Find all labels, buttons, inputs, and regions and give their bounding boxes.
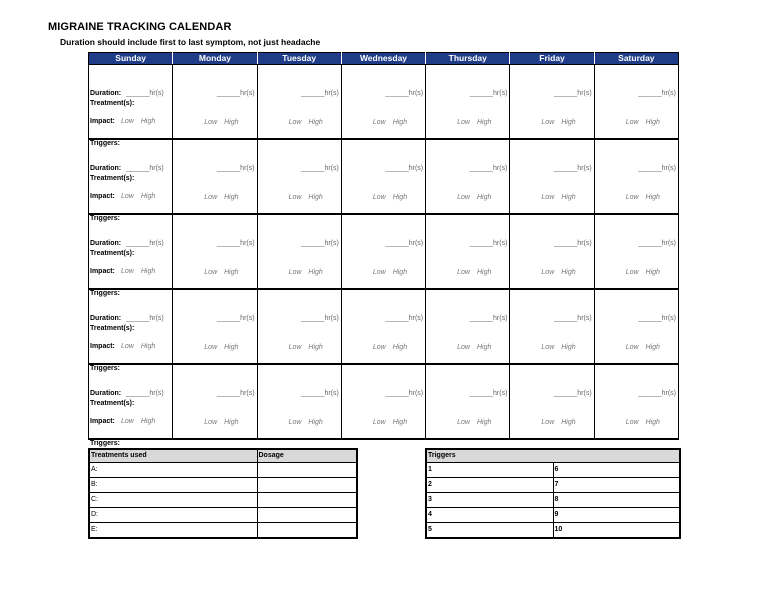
day-cell[interactable] xyxy=(510,289,594,364)
impact-scale[interactable] xyxy=(204,419,238,426)
duration-hours-field[interactable]: ______hr(s) xyxy=(469,165,508,172)
trigger-cell[interactable]: 9 xyxy=(553,508,680,523)
treatment-label: Treatment(s): xyxy=(90,325,135,332)
duration-hours-field[interactable]: ______hr(s) xyxy=(553,90,592,97)
duration-hours-field[interactable]: ______hr(s) xyxy=(469,315,508,322)
duration-hours-field[interactable]: ______hr(s) xyxy=(469,240,508,247)
treatments-header-row xyxy=(89,449,357,463)
impact-high-text: High xyxy=(392,194,408,201)
impact-high-text: High xyxy=(561,419,576,426)
duration-hours-field[interactable]: ______hr(s) xyxy=(301,390,339,397)
duration-hours-field[interactable]: ______hr(s) xyxy=(553,165,592,172)
duration-hours-field[interactable]: ______hr(s) xyxy=(385,315,424,322)
impact-low-text: Low xyxy=(625,344,639,351)
day-cell[interactable] xyxy=(341,139,425,214)
duration-label: Duration: xyxy=(90,240,122,247)
duration-hours-field[interactable]: ______hr(s) xyxy=(126,315,164,322)
day-cell[interactable] xyxy=(89,65,173,147)
impact-high-text: High xyxy=(561,344,576,351)
duration-label: Duration: xyxy=(90,165,122,172)
duration-label: Duration: xyxy=(90,315,122,322)
dosage-cell[interactable] xyxy=(257,478,357,493)
impact-label: Impact: xyxy=(90,343,115,350)
calendar-grid xyxy=(88,52,679,447)
impact-low-text: Low xyxy=(541,344,555,351)
duration-hours-field[interactable]: ______hr(s) xyxy=(126,165,164,172)
impact-low-text: Low xyxy=(288,344,302,351)
page-title: MIGRAINE TRACKING CALENDAR xyxy=(48,21,232,33)
impact-scale[interactable] xyxy=(373,194,407,201)
day-header-tuesday: Tuesday xyxy=(257,53,341,65)
impact-high-text: High xyxy=(140,193,156,200)
day-cell[interactable] xyxy=(89,364,173,447)
impact-low-text: Low xyxy=(457,194,470,201)
impact-high-text: High xyxy=(476,269,492,276)
trigger-cell[interactable]: 7 xyxy=(553,478,680,493)
impact-high-text: High xyxy=(308,119,323,126)
day-cell[interactable] xyxy=(173,364,257,439)
trigger-row xyxy=(426,523,680,539)
day-cell[interactable] xyxy=(341,289,425,364)
impact-scale[interactable] xyxy=(121,193,155,200)
impact-scale[interactable] xyxy=(457,194,491,201)
day-cell[interactable] xyxy=(257,364,341,439)
impact-scale[interactable] xyxy=(457,269,491,276)
day-cell[interactable] xyxy=(89,214,173,297)
impact-low-text: Low xyxy=(204,194,218,201)
day-cell[interactable] xyxy=(426,364,510,439)
duration-hours-field[interactable]: ______hr(s) xyxy=(301,90,339,97)
impact-scale[interactable] xyxy=(457,419,491,426)
impact-high-text: High xyxy=(561,194,576,201)
day-cell[interactable] xyxy=(510,139,594,214)
impact-scale[interactable] xyxy=(121,418,155,425)
dosage-cell[interactable] xyxy=(257,523,357,539)
impact-scale[interactable] xyxy=(373,119,407,126)
treatment-row xyxy=(89,523,357,539)
impact-low-text: Low xyxy=(457,419,470,426)
impact-low-text: Low xyxy=(625,419,639,426)
day-cell[interactable] xyxy=(594,65,678,140)
impact-scale[interactable] xyxy=(289,119,323,126)
duration-hours-field[interactable]: ______hr(s) xyxy=(216,165,255,172)
duration-label: Duration: xyxy=(90,390,122,397)
impact-high-text: High xyxy=(308,419,323,426)
impact-low-text: Low xyxy=(121,268,134,275)
day-cell[interactable] xyxy=(426,139,510,214)
impact-low-text: Low xyxy=(372,344,386,351)
treatment-row xyxy=(89,493,357,508)
impact-scale[interactable] xyxy=(121,118,155,125)
duration-hours-field[interactable]: ______hr(s) xyxy=(216,90,255,97)
impact-scale[interactable] xyxy=(541,194,575,201)
impact-scale[interactable] xyxy=(289,269,323,276)
calendar-week-row xyxy=(89,214,679,289)
impact-high-text: High xyxy=(476,419,492,426)
calendar-week-row xyxy=(89,139,679,214)
impact-low-text: Low xyxy=(625,119,639,126)
impact-scale[interactable] xyxy=(289,419,323,426)
duration-hours-field[interactable]: ______hr(s) xyxy=(301,315,339,322)
impact-scale[interactable] xyxy=(204,119,238,126)
duration-hours-field[interactable]: ______hr(s) xyxy=(638,90,676,97)
day-cell[interactable] xyxy=(173,289,257,364)
triggers-label: Triggers: xyxy=(90,365,120,372)
impact-high-text: High xyxy=(476,194,492,201)
impact-low-text: Low xyxy=(288,119,302,126)
impact-scale[interactable] xyxy=(373,344,407,351)
impact-scale[interactable] xyxy=(373,419,407,426)
day-header-friday: Friday xyxy=(510,53,594,65)
dosage-header: Dosage xyxy=(257,449,357,463)
treatment-label[interactable]: A: xyxy=(89,463,257,478)
treatments-used-header: Treatments used xyxy=(89,449,257,463)
day-cell[interactable] xyxy=(257,289,341,364)
day-cell[interactable] xyxy=(510,65,594,140)
impact-high-text: High xyxy=(645,194,660,201)
impact-label: Impact: xyxy=(90,268,115,275)
impact-low-text: Low xyxy=(372,419,386,426)
impact-high-text: High xyxy=(224,269,239,276)
impact-high-text: High xyxy=(224,419,239,426)
duration-hours-field[interactable]: ______hr(s) xyxy=(638,315,676,322)
calendar-week-row xyxy=(89,65,679,140)
day-cell[interactable] xyxy=(257,65,341,140)
impact-high-text: High xyxy=(645,419,660,426)
duration-hours-field[interactable]: ______hr(s) xyxy=(301,165,339,172)
day-header-sunday: Sunday xyxy=(89,53,173,65)
duration-hours-field[interactable]: ______hr(s) xyxy=(385,165,424,172)
trigger-row xyxy=(426,478,680,493)
triggers-table xyxy=(425,448,681,539)
day-cell[interactable] xyxy=(594,139,678,214)
impact-low-text: Low xyxy=(372,119,386,126)
triggers-header: Triggers xyxy=(426,449,680,463)
impact-low-text: Low xyxy=(541,269,555,276)
impact-low-text: Low xyxy=(288,194,302,201)
treatment-label[interactable]: E: xyxy=(89,523,257,539)
duration-hours-field[interactable]: ______hr(s) xyxy=(385,240,424,247)
day-cell[interactable] xyxy=(426,214,510,289)
impact-scale[interactable] xyxy=(121,268,155,275)
impact-scale[interactable] xyxy=(457,119,491,126)
impact-label: Impact: xyxy=(90,193,115,200)
dosage-cell[interactable] xyxy=(257,508,357,523)
trigger-cell[interactable]: 1 xyxy=(426,463,553,478)
impact-label: Impact: xyxy=(90,418,115,425)
trigger-row xyxy=(426,508,680,523)
impact-high-text: High xyxy=(140,418,156,425)
triggers-label: Triggers: xyxy=(90,215,120,222)
trigger-cell[interactable]: 2 xyxy=(426,478,553,493)
impact-low-text: Low xyxy=(625,269,639,276)
impact-scale[interactable] xyxy=(373,269,407,276)
impact-high-text: High xyxy=(224,344,239,351)
impact-low-text: Low xyxy=(457,269,470,276)
day-header-monday: Monday xyxy=(173,53,257,65)
impact-low-text: Low xyxy=(372,269,386,276)
day-cell[interactable] xyxy=(510,364,594,439)
impact-low-text: Low xyxy=(288,269,302,276)
trigger-row xyxy=(426,463,680,478)
impact-scale[interactable] xyxy=(204,344,238,351)
duration-hours-field[interactable]: ______hr(s) xyxy=(638,165,676,172)
impact-high-text: High xyxy=(561,269,576,276)
impact-high-text: High xyxy=(392,344,408,351)
treatment-label[interactable]: D: xyxy=(89,508,257,523)
impact-scale[interactable] xyxy=(204,194,238,201)
impact-low-text: Low xyxy=(372,194,386,201)
trigger-cell[interactable]: 4 xyxy=(426,508,553,523)
duration-hours-field[interactable]: ______hr(s) xyxy=(126,240,164,247)
trigger-cell[interactable]: 8 xyxy=(553,493,680,508)
trigger-row xyxy=(426,493,680,508)
triggers-label: Triggers: xyxy=(90,290,120,297)
treatment-label: Treatment(s): xyxy=(90,400,135,407)
day-cell[interactable] xyxy=(173,214,257,289)
day-cell[interactable] xyxy=(257,214,341,289)
treatment-label: Treatment(s): xyxy=(90,100,135,107)
impact-low-text: Low xyxy=(121,343,134,350)
impact-scale[interactable] xyxy=(457,344,491,351)
calendar-header-row xyxy=(89,53,679,65)
day-cell[interactable] xyxy=(594,289,678,364)
impact-scale[interactable] xyxy=(626,119,660,126)
day-cell[interactable] xyxy=(89,289,173,372)
triggers-label: Triggers: xyxy=(90,440,120,447)
dosage-cell[interactable] xyxy=(257,493,357,508)
impact-low-text: Low xyxy=(625,194,639,201)
impact-high-text: High xyxy=(561,119,576,126)
treatment-label[interactable]: B: xyxy=(89,478,257,493)
impact-low-text: Low xyxy=(204,419,218,426)
trigger-cell[interactable]: 6 xyxy=(553,463,680,478)
impact-high-text: High xyxy=(140,268,156,275)
impact-low-text: Low xyxy=(457,344,470,351)
duration-hours-field[interactable]: ______hr(s) xyxy=(216,240,255,247)
impact-low-text: Low xyxy=(541,194,555,201)
impact-scale[interactable] xyxy=(289,344,323,351)
calendar-week-row xyxy=(89,364,679,439)
impact-high-text: High xyxy=(308,269,323,276)
duration-hours-field[interactable]: ______hr(s) xyxy=(553,390,592,397)
duration-hours-field[interactable]: ______hr(s) xyxy=(385,90,424,97)
duration-hours-field[interactable]: ______hr(s) xyxy=(638,390,676,397)
impact-scale[interactable] xyxy=(541,119,575,126)
impact-scale[interactable] xyxy=(626,194,660,201)
impact-scale[interactable] xyxy=(541,419,575,426)
impact-high-text: High xyxy=(308,344,323,351)
day-cell[interactable] xyxy=(89,139,173,222)
impact-scale[interactable] xyxy=(289,194,323,201)
day-cell[interactable] xyxy=(257,139,341,214)
calendar-week-row xyxy=(89,289,679,364)
triggers-label: Triggers: xyxy=(90,140,120,147)
impact-low-text: Low xyxy=(457,119,470,126)
duration-hours-field[interactable]: ______hr(s) xyxy=(385,390,424,397)
impact-low-text: Low xyxy=(204,344,218,351)
treatment-row xyxy=(89,463,357,478)
triggers-header-row xyxy=(426,449,680,463)
impact-scale[interactable] xyxy=(626,269,660,276)
impact-high-text: High xyxy=(392,269,408,276)
impact-scale[interactable] xyxy=(626,344,660,351)
impact-high-text: High xyxy=(308,194,323,201)
impact-scale[interactable] xyxy=(541,344,575,351)
day-cell[interactable] xyxy=(341,364,425,439)
page-subtitle: Duration should include first to last symptom, not just headache xyxy=(60,37,321,47)
impact-scale[interactable] xyxy=(204,269,238,276)
impact-low-text: Low xyxy=(204,119,218,126)
impact-high-text: High xyxy=(645,344,660,351)
impact-low-text: Low xyxy=(288,419,302,426)
day-cell[interactable] xyxy=(173,65,257,140)
day-cell[interactable] xyxy=(341,214,425,289)
dosage-cell[interactable] xyxy=(257,463,357,478)
duration-hours-field[interactable]: ______hr(s) xyxy=(469,90,508,97)
impact-high-text: High xyxy=(645,119,660,126)
impact-low-text: Low xyxy=(541,419,555,426)
treatments-table xyxy=(88,448,358,539)
duration-hours-field[interactable]: ______hr(s) xyxy=(553,315,592,322)
impact-high-text: High xyxy=(476,344,492,351)
impact-high-text: High xyxy=(392,419,408,426)
impact-low-text: Low xyxy=(204,269,218,276)
duration-hours-field[interactable]: ______hr(s) xyxy=(638,240,676,247)
impact-label: Impact: xyxy=(90,118,115,125)
day-header-thursday: Thursday xyxy=(426,53,510,65)
impact-high-text: High xyxy=(224,194,239,201)
duration-hours-field[interactable]: ______hr(s) xyxy=(216,390,255,397)
treatment-label[interactable]: C: xyxy=(89,493,257,508)
duration-hours-field[interactable]: ______hr(s) xyxy=(469,390,508,397)
trigger-cell[interactable]: 5 xyxy=(426,523,553,539)
day-cell[interactable] xyxy=(594,214,678,289)
day-header-saturday: Saturday xyxy=(594,53,678,65)
day-header-wednesday: Wednesday xyxy=(341,53,425,65)
duration-hours-field[interactable]: ______hr(s) xyxy=(301,240,339,247)
duration-hours-field[interactable]: ______hr(s) xyxy=(126,390,164,397)
trigger-cell[interactable]: 3 xyxy=(426,493,553,508)
treatment-label: Treatment(s): xyxy=(90,250,135,257)
duration-label: Duration: xyxy=(90,90,122,97)
impact-high-text: High xyxy=(645,269,660,276)
duration-hours-field[interactable]: ______hr(s) xyxy=(126,90,164,97)
day-cell[interactable] xyxy=(426,289,510,364)
trigger-cell[interactable]: 10 xyxy=(553,523,680,539)
duration-hours-field[interactable]: ______hr(s) xyxy=(553,240,592,247)
day-cell[interactable] xyxy=(510,214,594,289)
impact-low-text: Low xyxy=(121,418,134,425)
day-cell[interactable] xyxy=(341,65,425,140)
treatment-label: Treatment(s): xyxy=(90,175,135,182)
day-cell[interactable] xyxy=(173,139,257,214)
duration-hours-field[interactable]: ______hr(s) xyxy=(216,315,255,322)
impact-high-text: High xyxy=(140,343,156,350)
impact-high-text: High xyxy=(476,119,492,126)
impact-scale[interactable] xyxy=(626,419,660,426)
impact-high-text: High xyxy=(140,118,156,125)
impact-scale[interactable] xyxy=(121,343,155,350)
impact-low-text: Low xyxy=(541,119,555,126)
impact-scale[interactable] xyxy=(541,269,575,276)
day-cell[interactable] xyxy=(426,65,510,140)
treatment-row xyxy=(89,508,357,523)
day-cell[interactable] xyxy=(594,364,678,439)
impact-low-text: Low xyxy=(121,118,134,125)
impact-high-text: High xyxy=(224,119,239,126)
impact-low-text: Low xyxy=(121,193,134,200)
treatment-row xyxy=(89,478,357,493)
impact-high-text: High xyxy=(392,119,408,126)
